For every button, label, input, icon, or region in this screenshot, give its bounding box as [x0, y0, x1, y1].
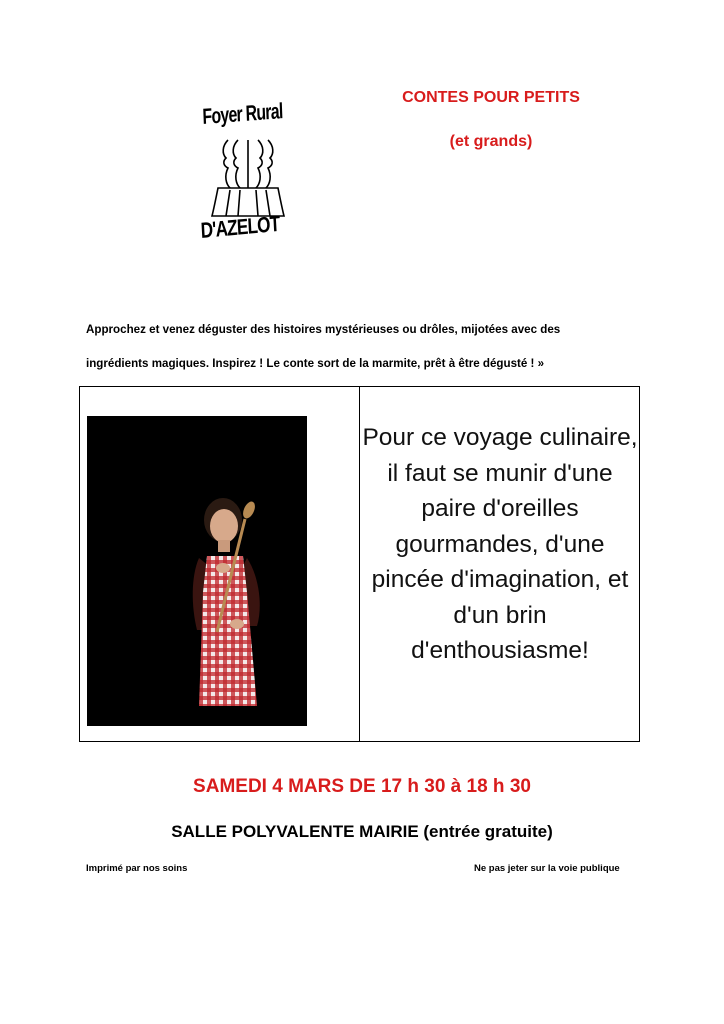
- foyer-rural-logo: [196, 98, 296, 258]
- quote-text: Pour ce voyage culinaire, il faut se munir d'une paire d'oreilles gourmandes, d'une pincée d'imagination, et d'un brin d'enthousiasme!: [362, 424, 638, 664]
- storyteller-figure-icon: [87, 416, 307, 726]
- storyteller-photo: [87, 416, 307, 726]
- event-date: SAMEDI 4 MARS DE 17 h 30 à 18 h 30: [193, 776, 531, 797]
- table-divider: [359, 386, 360, 742]
- event-venue: SALLE POLYVALENTE MAIRIE (entrée gratuite): [171, 822, 553, 841]
- footer-printed-note: Imprimé par nos soins: [86, 863, 188, 874]
- faces-emblem-icon: [208, 136, 288, 218]
- page-title: CONTES POUR PETITS: [402, 89, 580, 106]
- logo-text-bottom: D'AZELOT: [200, 210, 281, 243]
- logo-text-top: Foyer Rural: [202, 98, 283, 129]
- page-subtitle: (et grands): [449, 133, 533, 150]
- intro-text-line-2: ingrédients magiques. Inspirez ! Le conte sort de la marmite, prêt à être dégusté ! »: [86, 357, 545, 370]
- intro-text-line-1: Approchez et venez déguster des histoires mystérieuses ou drôles, mijotées avec des: [86, 323, 561, 336]
- footer-disposal-note: Ne pas jeter sur la voie publique: [474, 863, 620, 874]
